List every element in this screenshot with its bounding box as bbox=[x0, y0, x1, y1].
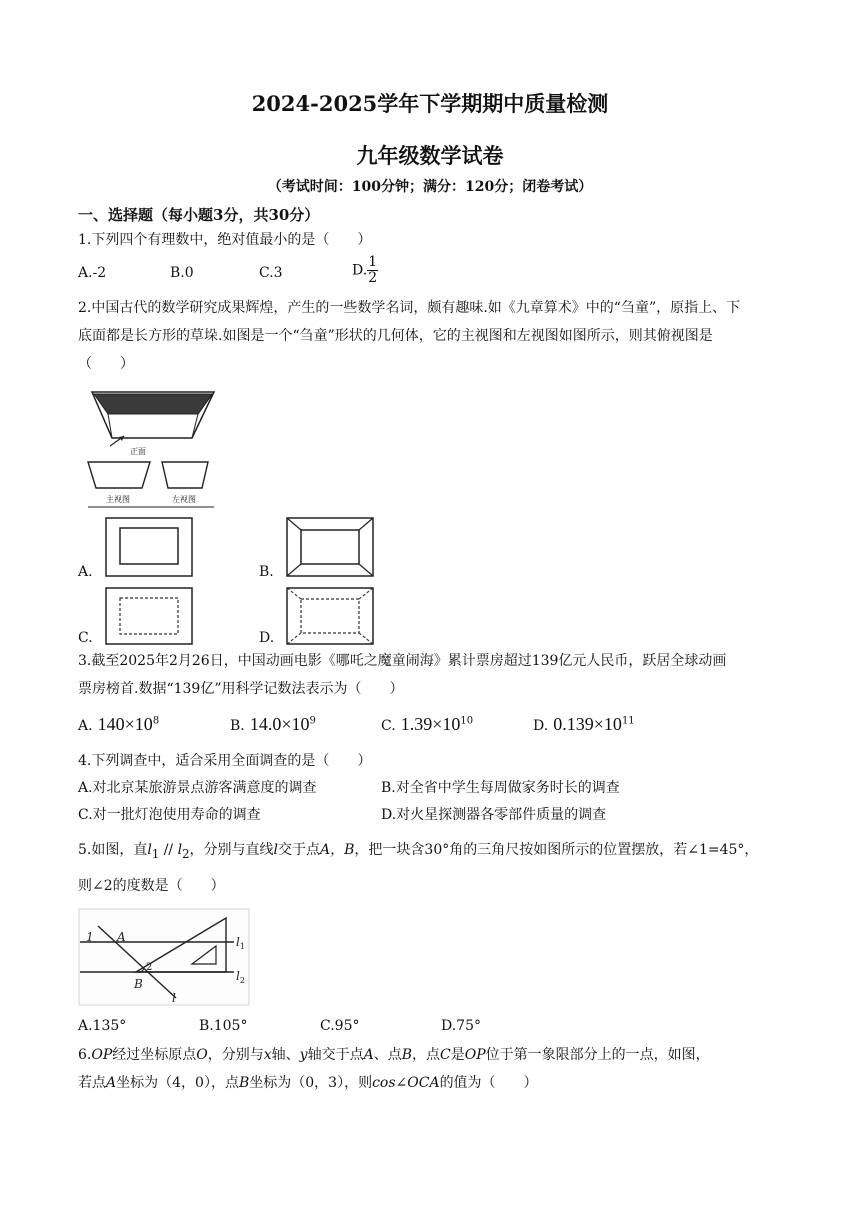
q3-c-base: 1.39×10 bbox=[400, 714, 461, 734]
q1-option-d bbox=[352, 255, 378, 286]
exam-info: （考试时间：100分钟；满分：120分；闭卷考试） bbox=[267, 179, 593, 195]
q3-option-a bbox=[78, 714, 159, 735]
q5-fig-l1: $l_1$ bbox=[236, 935, 245, 951]
q5-l2-sub: 2 bbox=[182, 846, 190, 861]
q3-d-label: D. bbox=[533, 718, 549, 734]
q3-a-label: A. bbox=[78, 718, 93, 734]
q1-option-c: C.3 bbox=[259, 265, 283, 281]
q2-option-a: A. bbox=[78, 564, 93, 580]
q6-a2: A bbox=[106, 1075, 117, 1091]
q5-fig-l2: $l_2$ bbox=[236, 969, 245, 985]
q2-option-c: C. bbox=[78, 630, 93, 646]
q6-line2 bbox=[78, 1073, 538, 1093]
q3-d-exponent: 11 bbox=[621, 715, 635, 727]
q3-a-base: 140×10 bbox=[97, 714, 153, 734]
q6-t13: 的值为（ ） bbox=[439, 1075, 538, 1091]
q1-d-fraction bbox=[367, 255, 378, 286]
q5-option-c: C.95° bbox=[320, 1018, 360, 1034]
q4-option-d: D.对火星探测器各零部件质量的调查 bbox=[381, 807, 607, 823]
q6-op2: OP bbox=[464, 1047, 486, 1063]
q6-t2: 经过坐标原点 bbox=[112, 1047, 197, 1063]
q6-t7: ，点 bbox=[412, 1047, 440, 1063]
q5-fig-point-b: B bbox=[134, 977, 143, 991]
q3-option-d bbox=[533, 714, 635, 735]
q2-option-d: D. bbox=[259, 630, 275, 646]
exam-title: 2024-2025学年下学期期中质量检测 bbox=[251, 91, 609, 116]
q6-b2: B bbox=[238, 1075, 250, 1091]
q5-option-d: D.75° bbox=[441, 1018, 481, 1034]
q6-t9: 位于第一象限部分上的一点，如图， bbox=[485, 1047, 710, 1063]
q6-t3: ，分别与 bbox=[207, 1047, 264, 1063]
q5-text-b: ，分别与直线 bbox=[189, 842, 274, 858]
q5-line1 bbox=[78, 840, 758, 864]
q6-o: O bbox=[196, 1047, 208, 1063]
q2-views-figure bbox=[86, 460, 216, 508]
q3-line2: 票房榜首.数据“139亿”用科学记数法表示为（ ） bbox=[78, 681, 404, 697]
q2-option-b-figure bbox=[285, 516, 375, 578]
q2-option-d-figure bbox=[285, 586, 375, 646]
q5-l: l bbox=[273, 842, 278, 858]
q5-points: A，B bbox=[320, 842, 355, 858]
q5-fig-line-l: l bbox=[172, 991, 176, 1005]
q5-option-a: A.135° bbox=[78, 1018, 127, 1034]
q3-d-base: 0.139×10 bbox=[553, 714, 622, 734]
q5-text-c: 交于点 bbox=[278, 842, 320, 858]
q5-parallel: // bbox=[159, 842, 178, 858]
q6-t6: 、点 bbox=[373, 1047, 402, 1063]
q6-c: C bbox=[440, 1047, 451, 1063]
q6-x: x bbox=[263, 1047, 272, 1063]
left-view-label: 左视图 bbox=[172, 495, 196, 504]
q2-option-b: B. bbox=[259, 564, 274, 580]
q5-fig-angle-2: 2 bbox=[146, 962, 153, 973]
q5-l2: l bbox=[177, 842, 183, 858]
q2-solid-figure bbox=[88, 388, 220, 468]
q3-option-b bbox=[230, 714, 316, 735]
q3-option-c bbox=[381, 714, 473, 735]
q6-t1: 6. bbox=[78, 1047, 92, 1063]
q6-line1 bbox=[78, 1045, 710, 1065]
q1-option-b: B.0 bbox=[170, 265, 194, 281]
section-heading: 一、选择题（每小题3分，共30分） bbox=[78, 206, 320, 224]
q5-fig-angle-1: 1 bbox=[86, 930, 94, 944]
q2-option-a-figure bbox=[104, 516, 194, 578]
q4-option-c: C.对一批灯泡使用寿命的调查 bbox=[78, 807, 261, 823]
q1-d-numerator: 1 bbox=[368, 254, 378, 270]
front-label: 正面 bbox=[130, 447, 146, 456]
q3-line1: 3.截至2025年2月26日，中国动画电影《哪吒之魔童闹海》累计票房超过139亿元人民币，跃居全球动画 bbox=[78, 653, 727, 669]
q4-stem: 4.下列调查中，适合采用全面调查的是（ ） bbox=[78, 753, 372, 769]
q5-text-d: ，把一块含30°角的三角尺按如图所示的位置摆放，若∠1=45°， bbox=[354, 842, 759, 858]
q3-b-label: B. bbox=[230, 718, 245, 734]
q6-a: A bbox=[363, 1047, 374, 1063]
q6-b: B bbox=[401, 1047, 412, 1063]
q5-l1-sub: 1 bbox=[151, 846, 160, 861]
main-view-label: 主视图 bbox=[106, 495, 130, 504]
q5-figure bbox=[78, 908, 250, 1006]
q1-option-a: A.-2 bbox=[78, 265, 107, 281]
q3-b-exponent: 9 bbox=[309, 715, 316, 727]
q4-option-b: B.对全省中学生每周做家务时长的调查 bbox=[381, 780, 620, 796]
q1-d-denominator: 2 bbox=[368, 270, 378, 286]
q6-t8: 是 bbox=[450, 1047, 465, 1063]
q6-op: OP bbox=[91, 1047, 113, 1063]
q6-t11: 坐标为（4，0），点 bbox=[116, 1075, 239, 1091]
q2-line1: 2.中国古代的数学研究成果辉煌，产生的一些数学名词，颇有趣味.如《九章算术》中的“刍童”，原指上、下 bbox=[78, 300, 741, 316]
q3-a-exponent: 8 bbox=[152, 715, 160, 727]
q6-t5: 轴交于点 bbox=[307, 1047, 364, 1063]
q5-text-a: 5.如图，直 bbox=[78, 842, 148, 858]
q5-line2: 则∠2的度数是（ ） bbox=[78, 878, 225, 894]
q5-option-b: B.105° bbox=[199, 1018, 248, 1034]
q6-y: y bbox=[299, 1047, 308, 1063]
q2-option-c-figure bbox=[104, 586, 194, 646]
q6-t4: 轴、 bbox=[271, 1047, 300, 1063]
q6-cos: cos∠OCA bbox=[372, 1075, 440, 1091]
q5-l1: l bbox=[147, 842, 152, 858]
q3-b-base: 14.0×10 bbox=[249, 714, 310, 734]
q6-t10: 若点 bbox=[78, 1075, 106, 1091]
q1-d-prefix: D. bbox=[352, 262, 368, 279]
q5-fig-point-a: A bbox=[117, 930, 126, 944]
q2-line3: （ ） bbox=[78, 356, 134, 372]
exam-subtitle: 九年级数学试卷 bbox=[356, 143, 504, 168]
q3-c-exponent: 10 bbox=[460, 715, 474, 727]
q2-line2: 底面都是长方形的草垛.如图是一个“刍童”形状的几何体，它的主视图和左视图如图所示，则其俯视图是 bbox=[78, 328, 713, 344]
q6-t12: 坐标为（0，3），则 bbox=[249, 1075, 373, 1091]
q4-option-a: A.对北京某旅游景点游客满意度的调查 bbox=[78, 780, 317, 796]
q1-stem: 1.下列四个有理数中，绝对值最小的是（ ） bbox=[78, 232, 372, 248]
q3-c-label: C. bbox=[381, 718, 396, 734]
